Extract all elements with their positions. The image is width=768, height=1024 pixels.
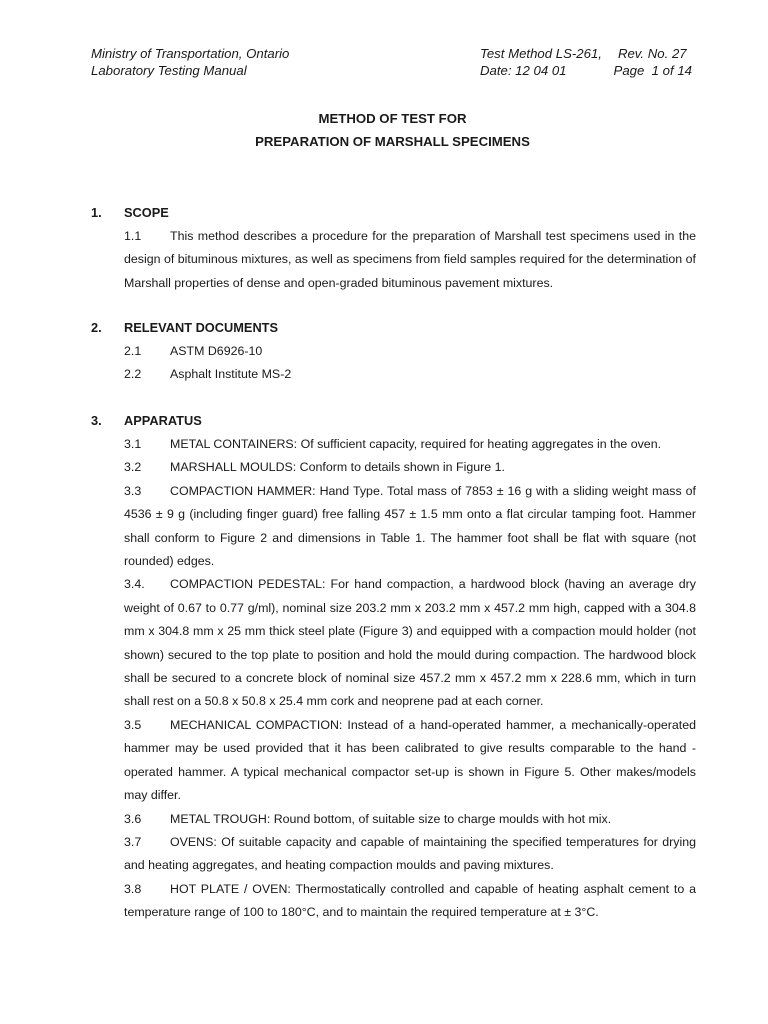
revision-number: Rev. No. 27 xyxy=(617,46,687,61)
paragraph-number: 3.7 xyxy=(124,834,142,849)
section-apparatus xyxy=(91,413,696,925)
paragraph xyxy=(124,714,696,808)
paragraph xyxy=(124,831,696,878)
paragraph-number: 3.1 xyxy=(124,437,142,451)
paragraph xyxy=(124,878,696,925)
paragraph xyxy=(124,808,696,831)
section-heading xyxy=(91,413,696,433)
item-text: ASTM D6926-10 xyxy=(170,344,263,358)
paragraph-text: METAL TROUGH: Round bottom, of suitable size to charge moulds with hot mix. xyxy=(170,811,612,826)
section-relevant-documents xyxy=(91,320,696,387)
paragraph xyxy=(124,573,696,713)
item-number: 2.2 xyxy=(124,367,142,382)
paragraph-number: 3.2 xyxy=(124,460,142,475)
paragraph-number: 3.4. xyxy=(124,577,145,592)
paragraph-number: 3.6 xyxy=(124,811,142,826)
manual-name: Laboratory Testing Manual xyxy=(91,63,247,78)
header-right xyxy=(480,45,692,79)
paragraph-number: 3.3 xyxy=(124,483,142,498)
paragraph xyxy=(124,480,696,574)
paragraph-text: This method describes a procedure for the preparation of Marshall test specimens used in the design of bituminous mixtures, as well as specimens from field samples required for the determination of Marshall properties of dense and open-graded bituminous pavement mixtures. xyxy=(124,229,696,290)
paragraph-number: 1.1 xyxy=(124,229,142,243)
paragraph-text: MARSHALL MOULDS: Conform to details shown in Figure 1. xyxy=(170,460,505,475)
paragraph-text: MECHANICAL COMPACTION: Instead of a hand-operated hammer, a mechanically-operated hammer may be used provided that it has been calibrated to give results comparable to the hand - operated hammer. A typical mechanical compactor set-up is shown in Figure 5. Other makes/models may differ. xyxy=(124,717,696,803)
ministry-name: Ministry of Transportation, Ontario xyxy=(91,46,290,61)
paragraph xyxy=(124,456,696,479)
paragraph-text: HOT PLATE / OVEN: Thermostatically controlled and capable of heating asphalt cement to a temperature range of 100 to 180°C, and to maintain the required temperature at ± 3°C. xyxy=(124,881,696,920)
document-date: Date: 12 04 01 xyxy=(480,63,567,78)
paragraph-number: 3.8 xyxy=(124,881,142,896)
item-number: 2.1 xyxy=(124,344,142,358)
header-left xyxy=(91,45,289,79)
section-title: APPARATUS xyxy=(124,413,202,428)
section-title: RELEVANT DOCUMENTS xyxy=(124,320,279,335)
section-heading xyxy=(91,205,696,225)
paragraph-number: 3.5 xyxy=(124,717,142,732)
list-item xyxy=(91,363,696,386)
section-number: 2. xyxy=(91,320,102,335)
section-number: 1. xyxy=(91,205,102,220)
paragraph xyxy=(124,225,696,295)
section-title: SCOPE xyxy=(124,205,169,220)
section-number: 3. xyxy=(91,413,102,428)
section-heading xyxy=(91,320,696,340)
paragraph-text: COMPACTION HAMMER: Hand Type. Total mass of 7853 ± 16 g with a sliding weight mass of 4536 ± 9 g (including finger guard) free falling 457 ± 1.5 mm onto a flat circular tamping foot. Hammer shall conform to Figure 2 and dimensions in Table 1. The hammer foot shall be flat with square (not rounded) edges. xyxy=(124,483,696,569)
paragraph-text: OVENS: Of suitable capacity and capable of maintaining the specified temperatures for drying and heating aggregates, and heating compaction moulds and paving mixtures. xyxy=(124,834,696,873)
test-method: Test Method LS-261, xyxy=(480,46,602,61)
item-text: Asphalt Institute MS-2 xyxy=(170,367,292,382)
section-scope xyxy=(91,205,696,295)
title-line-2: PREPARATION OF MARSHALL SPECIMENS xyxy=(255,134,530,149)
paragraph xyxy=(124,433,696,456)
paragraph-text: COMPACTION PEDESTAL: For hand compaction, a hardwood block (having an average dry weight of 0.67 to 0.77 g/ml), nominal size 203.2 mm x 203.2 mm x 457.2 mm high, capped with a 304.8 mm x 304.8 mm x 25 mm thick steel plate (Figure 3) and equipped with a compaction mould holder (not shown) secured to the top plate to position and hold the mould during compaction. The hardwood block shall be secured to a concrete block of nominal size 457.2 mm x 457.2 mm x 228.6 mm, which in turn shall rest on a 50.8 x 50.8 x 25.4 mm cork and neoprene pad at each corner. xyxy=(124,577,696,709)
list-item xyxy=(91,340,696,363)
paragraph-text: METAL CONTAINERS: Of sufficient capacity, required for heating aggregates in the oven. xyxy=(170,437,662,451)
title-line-1: METHOD OF TEST FOR xyxy=(318,111,467,126)
page-number: Page 1 of 14 xyxy=(613,63,692,78)
